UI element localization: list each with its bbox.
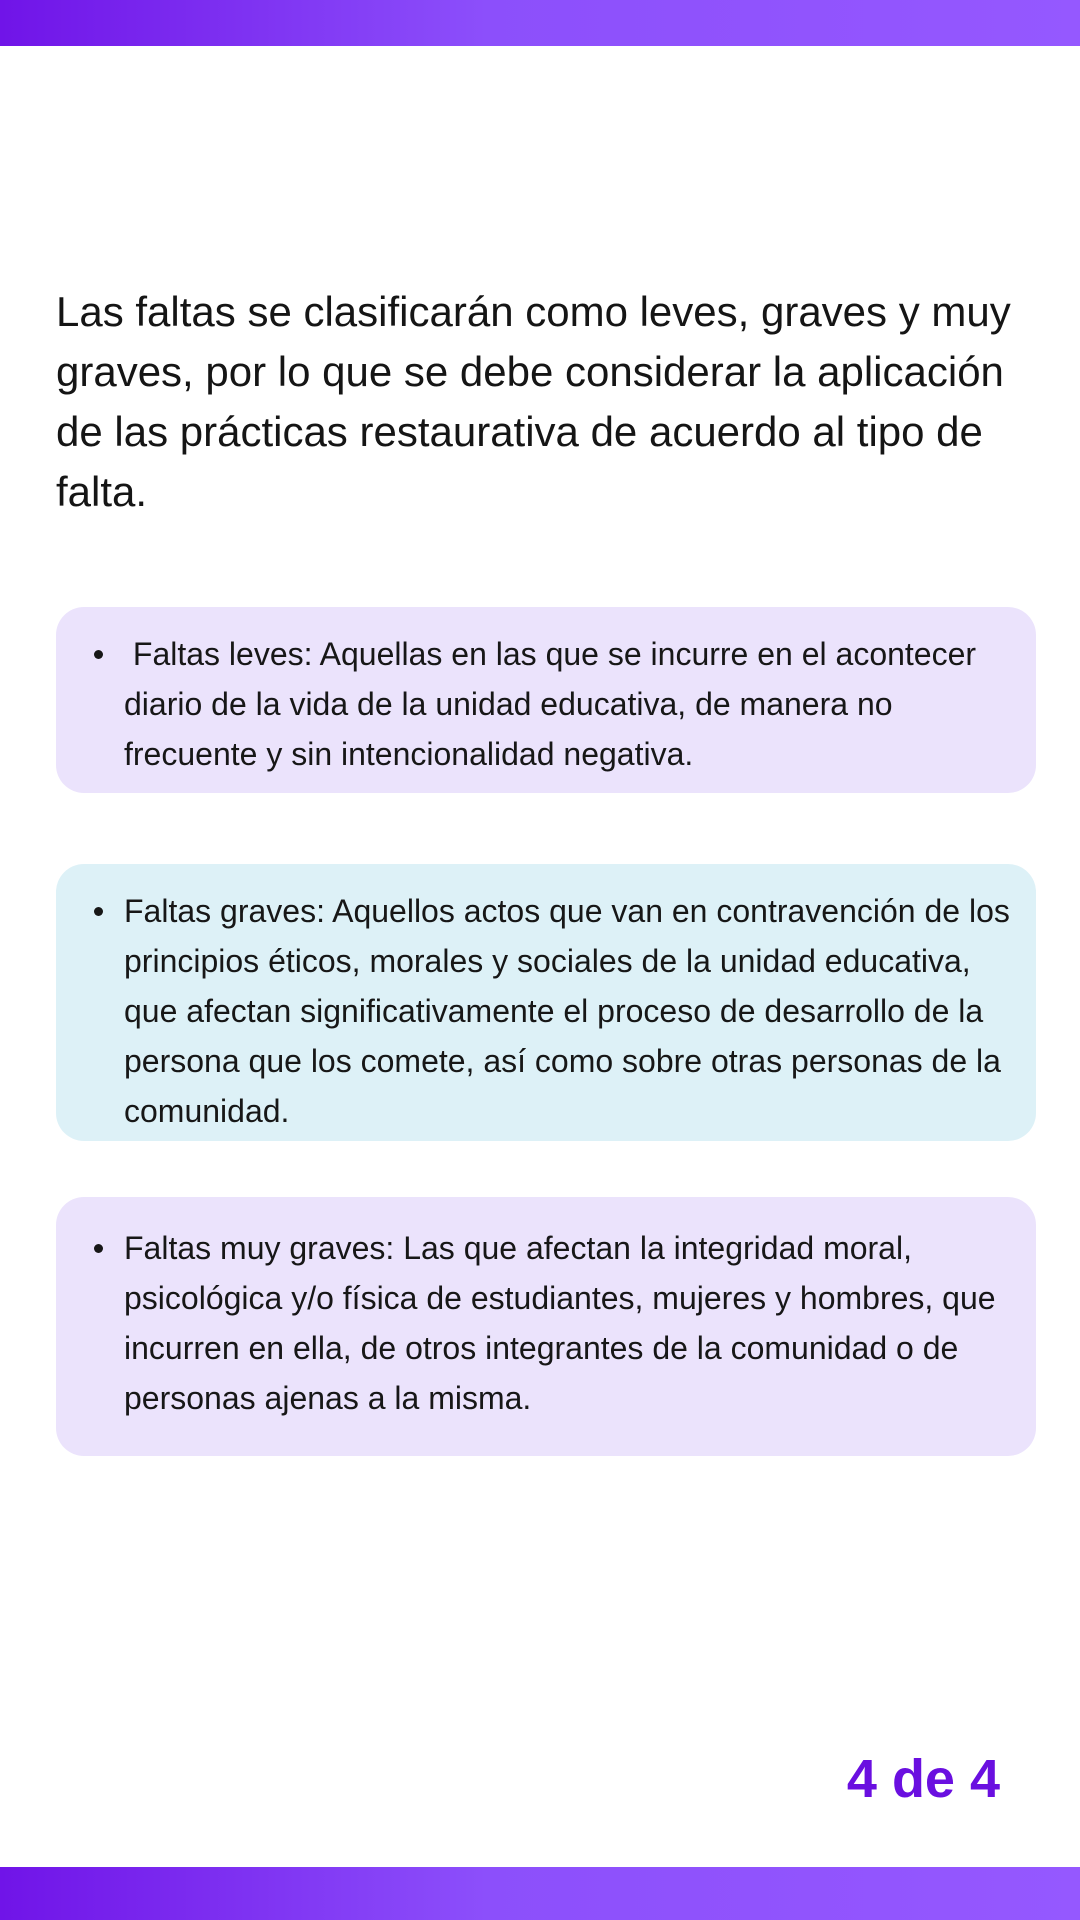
top-accent-bar xyxy=(0,0,1080,46)
card-list xyxy=(124,1223,1012,1423)
bullet-icon xyxy=(94,650,103,659)
card-list xyxy=(124,886,1012,1136)
page-indicator: 4 de 4 xyxy=(846,1749,1000,1809)
list-item xyxy=(124,1223,1012,1423)
card-faltas-leves xyxy=(56,607,1036,793)
list-item-text: Faltas leves: Aquellas en las que se incurre en el acontecer diario de la vida de la unidad educativa, de manera no frecuente y sin intencionalidad negativa. xyxy=(124,636,985,772)
bottom-accent-bar xyxy=(0,1867,1080,1920)
bullet-icon xyxy=(94,1244,103,1253)
list-item xyxy=(124,629,1012,779)
list-item xyxy=(124,886,1012,1136)
card-list xyxy=(124,629,1012,779)
card-faltas-graves xyxy=(56,864,1036,1141)
list-item-text: Faltas muy graves: Las que afectan la integridad moral, psicológica y/o física de estudiantes, mujeres y hombres, que incurren en ella, de otros integrantes de la comunidad o de personas ajenas a la misma. xyxy=(124,1230,996,1416)
card-faltas-muy-graves xyxy=(56,1197,1036,1456)
bullet-icon xyxy=(94,907,103,916)
list-item-text: Faltas graves: Aquellos actos que van en contravención de los principios éticos, morales y sociales de la unidad educativa, que afectan significativamente el proceso de desarrollo de la persona que los comete, así como sobre otras personas de la comunidad. xyxy=(124,893,1010,1129)
intro-paragraph: Las faltas se clasificarán como leves, graves y muy graves, por lo que se debe considerar la aplicación de las prácticas restaurativa de acuerdo al tipo de falta. xyxy=(56,288,1011,515)
